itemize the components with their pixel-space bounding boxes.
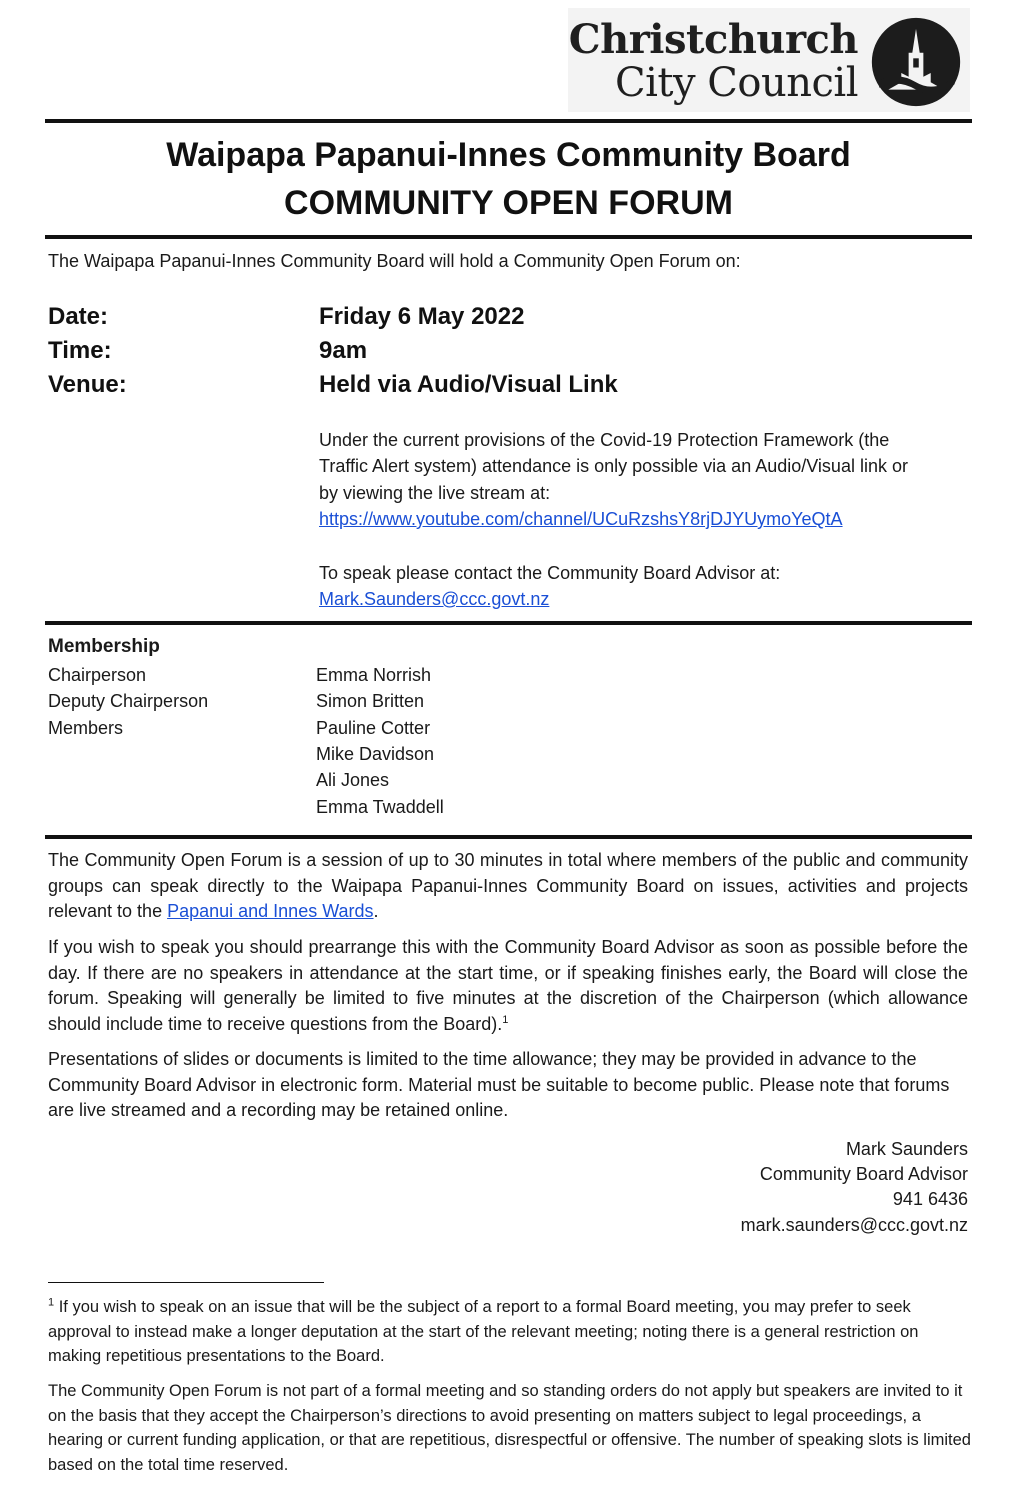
member-name: Ali Jones	[316, 770, 390, 790]
date-label: Date:	[48, 303, 109, 330]
chair-name: Emma Norrish	[316, 665, 432, 685]
livestream-link[interactable]: https://www.youtube.com/channel/UCuRzshsY8rjDJYUymoYeQtA	[319, 509, 843, 529]
intro-text: The Waipapa Papanui-Innes Community Board will hold a Community Open Forum on:	[48, 251, 741, 271]
date-value: Friday 6 May 2022	[319, 303, 525, 330]
signature-role: Community Board Advisor	[759, 1164, 968, 1184]
council-logo	[568, 8, 970, 112]
logo-text-line2: City Council	[615, 60, 858, 106]
footnote-1-text: If you wish to speak on an issue that will be the subject of a report to a formal Board meeting, you may prefer to seek approval to instead make a longer deputation at the start of the relevant meeting; noting there is a general restriction on making repetitious presentations to the Board.	[48, 1298, 919, 1365]
chair-label: Chairperson	[48, 665, 147, 685]
board-title: Waipapa Papanui-Innes Community Board	[166, 136, 851, 174]
advisor-email-link[interactable]: Mark.Saunders@ccc.govt.nz	[319, 589, 550, 609]
forum-description-end: .	[373, 901, 379, 921]
membership-heading: Membership	[48, 636, 160, 657]
details-bottom-rule	[45, 621, 972, 625]
cathedral-logo-icon	[870, 16, 962, 108]
footnote-1-number: 1	[48, 1296, 55, 1309]
logo-text-line1: Christchurch	[568, 16, 858, 63]
member-name: Pauline Cotter	[316, 718, 431, 738]
header-bottom-rule	[45, 235, 972, 239]
venue-note-line3: by viewing the live stream at:	[319, 483, 551, 503]
membership-bottom-rule	[45, 835, 972, 839]
venue-note-line2: Traffic Alert system) attendance is only possible via an Audio/Visual link or	[319, 456, 908, 476]
signature-phone: 941 6436	[892, 1189, 968, 1209]
deputy-chair-name: Simon Britten	[316, 691, 425, 711]
header-top-rule	[45, 119, 972, 123]
signature-email: mark.saunders@ccc.govt.nz	[740, 1215, 968, 1235]
deputy-chair-label: Deputy Chairperson	[48, 691, 209, 711]
footnote-2: The Community Open Forum is not part of a formal meeting and so standing orders do not apply but speakers are invited to it on the basis that they accept the Chairperson’s directions to avoid presenting on matters subject to legal proceedings, a hearing or current funding application, or that are repetitious, disrespectful or offensive. The number of speaking slots is limited based on the total time reserved.	[48, 1382, 971, 1474]
footnote-1	[48, 1295, 972, 1369]
venue-note-line1: Under the current provisions of the Covid-19 Protection Framework (the	[319, 430, 890, 450]
wards-link[interactable]: Papanui and Innes Wards	[167, 901, 374, 921]
forum-description-paragraph	[48, 848, 968, 925]
venue-label: Venue:	[48, 371, 127, 398]
presentations-paragraph: Presentations of slides or documents is limited to the time allowance; they may be provided in advance to the Community Board Advisor in electronic form. Material must be suitable to become public. Please note that forums are live streamed and a recording may be retained online.	[48, 1049, 950, 1120]
time-value: 9am	[319, 337, 368, 364]
signature-name: Mark Saunders	[845, 1139, 968, 1159]
footnote-reference[interactable]: 1	[502, 1013, 509, 1026]
contact-text: To speak please contact the Community Board Advisor at:	[319, 563, 781, 583]
venue-value: Held via Audio/Visual Link	[319, 371, 618, 398]
speaking-arrangements-text: If you wish to speak you should prearrange this with the Community Board Advisor as soon as possible before the day. If there are no speakers in attendance at the start time, or if speaking finishes early, the Board will close the forum. Speaking will generally be limited to five minutes at the discretion of the Chairperson (which allowance should include time to receive questions from the Board).	[48, 937, 968, 1034]
footnote-separator	[48, 1282, 324, 1283]
members-label: Members	[48, 718, 124, 738]
member-name: Emma Twaddell	[316, 797, 444, 817]
forum-description-text: The Community Open Forum is a session of up to 30 minutes in total where members of the public and community groups can speak directly to the Waipapa Papanui-Innes Community Board on issues, activities and projects relevant to the	[48, 850, 968, 921]
forum-title: COMMUNITY OPEN FORUM	[284, 184, 733, 222]
speaking-arrangements-paragraph	[48, 935, 968, 1037]
member-name: Mike Davidson	[316, 744, 435, 764]
time-label: Time:	[48, 337, 112, 364]
